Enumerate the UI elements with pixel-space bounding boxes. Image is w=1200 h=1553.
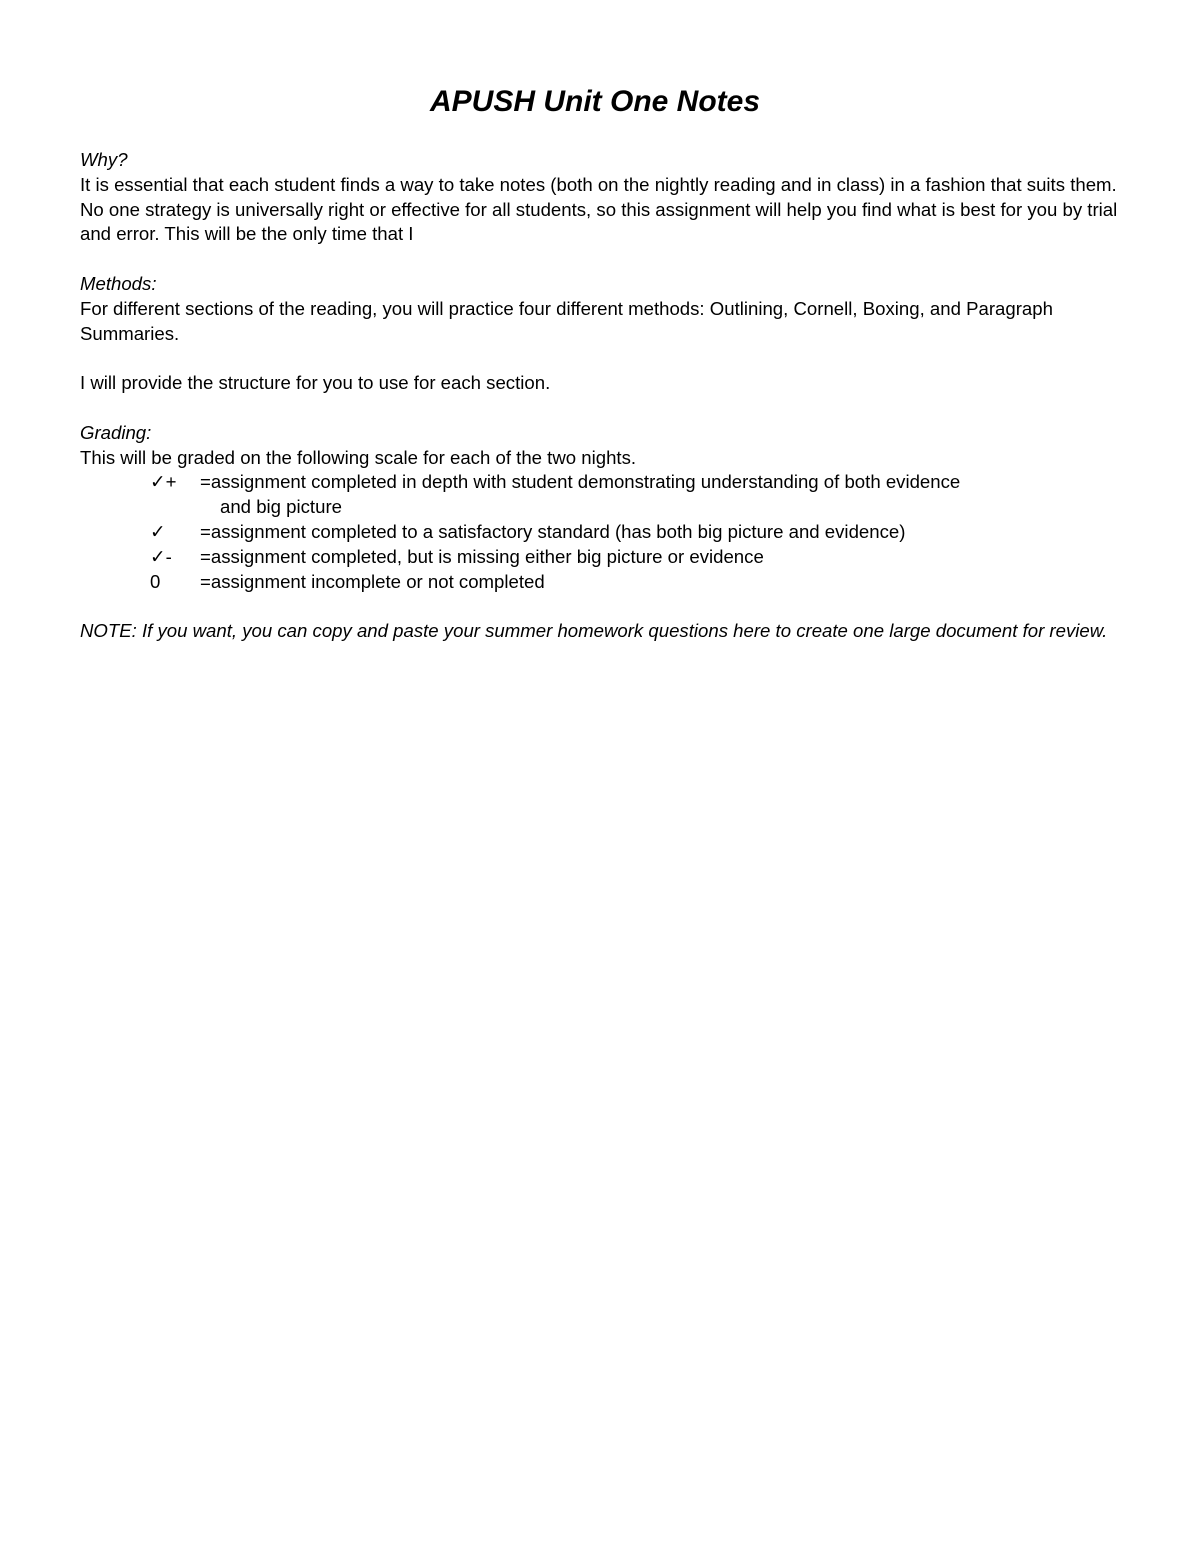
scale-description-text: =assignment completed to a satisfactory standard (has both big picture and evidence): [200, 520, 906, 542]
grading-scale-list: [80, 470, 1120, 594]
scale-description-text: =assignment completed in depth with student demonstrating understanding of both evidence: [200, 471, 961, 493]
scale-description: [200, 545, 1120, 570]
scale-description: [200, 520, 1120, 545]
spacer: [80, 247, 1120, 272]
scale-symbol: 0: [150, 570, 161, 592]
document-body: [80, 148, 1120, 644]
scale-item-check-plus: [150, 470, 1120, 520]
page-title: APUSH Unit One Notes: [429, 85, 761, 118]
scale-item-check-minus: [150, 545, 1120, 570]
grading-heading: Grading:: [80, 421, 152, 443]
scale-description-continuation: and big picture: [220, 496, 342, 518]
spacer: [80, 594, 1120, 619]
why-heading: Why?: [80, 149, 128, 170]
scale-description: [200, 470, 1120, 520]
why-paragraph: It is essential that each student finds a way to take notes (both on the nightly reading and in class) in a fashion that suits them. No one strategy is universally right or effective for all students, so this assignment will help you find what is best for you by trial and error. This will be the only time that I: [80, 173, 1118, 245]
scale-symbol: ✓-: [150, 545, 172, 567]
structure-note: I will provide the structure for you to use for each section.: [80, 372, 551, 394]
scale-symbol: ✓+: [150, 471, 177, 493]
spacer: [80, 346, 1120, 371]
spacer: [80, 396, 1120, 421]
grading-intro: This will be graded on the following scale for each of the two nights.: [80, 446, 637, 468]
scale-item-zero: [150, 570, 1120, 595]
scale-symbol: ✓: [150, 520, 166, 542]
methods-heading: Methods:: [80, 272, 157, 294]
scale-description: [200, 570, 1120, 595]
methods-paragraph: For different sections of the reading, you will practice four different methods: Outlining, Cornell, Boxing, and Paragraph Summaries.: [80, 297, 1053, 344]
scale-description-text: =assignment completed, but is missing either big picture or evidence: [200, 545, 764, 567]
scale-item-check: [150, 520, 1120, 545]
review-note: NOTE: If you want, you can copy and paste your summer homework questions here to create one large document for review.: [80, 620, 1108, 642]
scale-description-text: =assignment incomplete or not completed: [200, 570, 545, 592]
